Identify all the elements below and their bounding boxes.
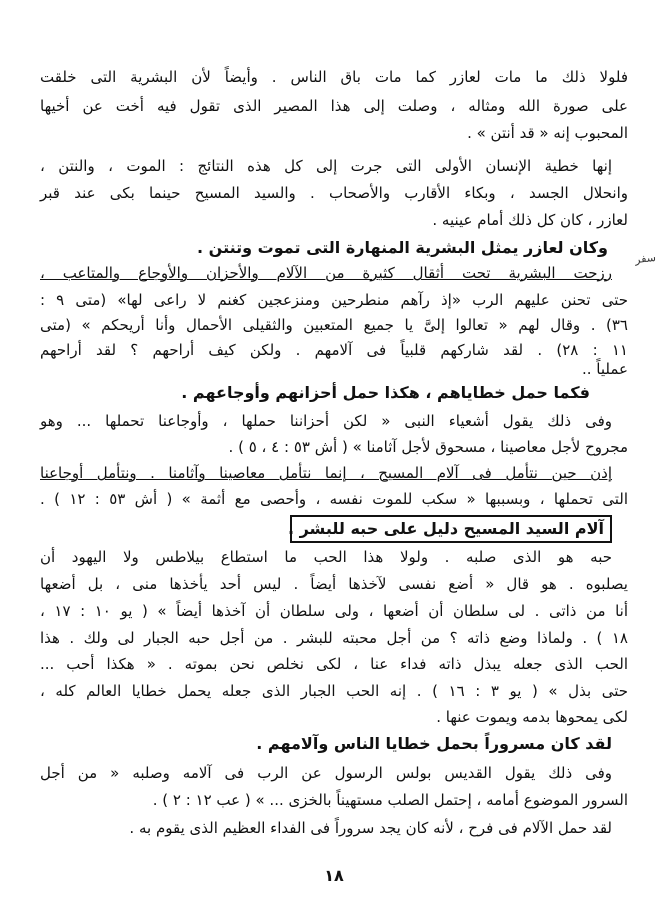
text-line: ٣٦) . وقال لهم « تعالوا إلىَّ يا جميع المتعبين والثقيلى الأحمال وأنا أريحكم » (متى: [40, 316, 628, 334]
text-line: وانحلال الجسد ، وبكاء الأقارب والأصحاب . والسيد المسيح حينما بكى عند قبر: [40, 184, 628, 202]
text-line: على صورة الله ومثاله ، وصلت إلى هذا المصير الذى تقول فيه أخت عن أخيها: [40, 97, 628, 115]
text-line: لعازر ، كان كل ذلك أمام عينيه .: [432, 211, 628, 229]
text-line: لكى يمحوها بدمه ويموت عنها .: [436, 708, 628, 726]
text-line: فلولا ذلك ما مات لعازر كما مات باق الناس . وأيضاً لأن البشرية التى خلقت: [40, 68, 628, 86]
text-line: يصلبوه . هو قال « أضع نفسى لآخذها أيضاً . ليس أحد يأخذها منى ، بل أضعها: [40, 575, 628, 593]
page-number: ١٨: [324, 866, 344, 885]
text-line: مجروح لأجل معاصينا ، مسحوق لأجل آثامنا » ( أش ٥٣ : ٤ ، ٥ ) .: [228, 438, 628, 456]
text-line: ١٨ ) . ولماذا وضع ذاته ؟ من أجل محبته للبشر . من أجل حبه الجبار لى ولك . هذا: [40, 629, 628, 647]
margin-handwritten-note: سفر: [634, 250, 657, 267]
text-line: السرور الموضوع أمامه ، إحتمل الصلب مستهيناً بالخزى ... » ( عب ١٢ : ٢ ) .: [152, 791, 628, 809]
text-line: الحب الذى جعله يبذل ذاته فداء عنا ، لكى نخلص نحن بموته . « هكذا أحب ...: [40, 655, 628, 673]
text-line: المحبوب إنه « قد أنتن » .: [467, 124, 628, 142]
text-line: حتى تحنن عليهم الرب «إذ رآهم منطرحين ومنزعجين كغنم لا راعى لها» (متى ٩ :: [40, 291, 628, 309]
text-line: إنها خطية الإنسان الأولى التى جرت إلى كل هذه النتائج : الموت ، والنتن ،: [40, 157, 612, 175]
text-line: التى تحملها ، وبسببها « سكب للموت نفسه ، وأحصى مع أثمة » ( أش ٥٣ : ١٢ ) .: [40, 490, 629, 508]
boxed-heading: آلام السيد المسيح دليل على حبه للبشر .: [290, 515, 612, 543]
text-line: وفى ذلك يقول القديس بولس الرسول عن الرب فى آلامه وصلبه « من أجل: [40, 764, 612, 782]
text-line: عملياً ..: [582, 360, 628, 378]
text-line: رزحت البشرية تحت أثقال كثيرة من الآلام والأحزان والأوجاع والمتاعب ،: [40, 264, 612, 282]
text-line: حبه هو الذى صلبه . ولولا هذا الحب ما استطاع بيلاطس ولا اليهود أن: [40, 548, 612, 566]
section-heading: لقد كان مسروراً بحمل خطايا الناس وآلامهم .: [256, 734, 612, 753]
text-line: أنا من ذاتى . لى سلطان أن أضعها ، ولى سلطان أن آخذها أيضاً » ( يو ١٠ : ١٧ ،: [40, 602, 628, 620]
text-line: إذن حين نتأمل فى آلام المسيح ، إنما نتأمل معاصينا وآثامنا . ونتأمل أوجاعنا: [40, 464, 612, 482]
text-line: وفى ذلك يقول أشعياء النبى « لكن أحزاننا حملها ، وأوجاعنا تحملها ... وهو: [40, 412, 612, 430]
text-line: ١١ : ٢٨) . لقد شاركهم قلبياً فى آلامهم . ولكن كيف أراحهم ؟ لقد أراحهم: [40, 341, 628, 359]
text-line: لقد حمل الآلام فى فرح ، لأنه كان يجد سروراً فى الفداء العظيم الذى يقوم به .: [129, 819, 612, 837]
section-heading: وكان لعازر يمثل البشرية المنهارة التى تموت وتنتن .: [197, 238, 608, 257]
section-heading: فكما حمل خطاياهم ، هكذا حمل أحزانهم وأوجاعهم .: [181, 383, 590, 402]
text-line: حتى بذل » ( يو ٣ : ١٦ ) . إنه الحب الجبار الذى جعله يحمل خطايا العالم كله ،: [40, 682, 628, 700]
